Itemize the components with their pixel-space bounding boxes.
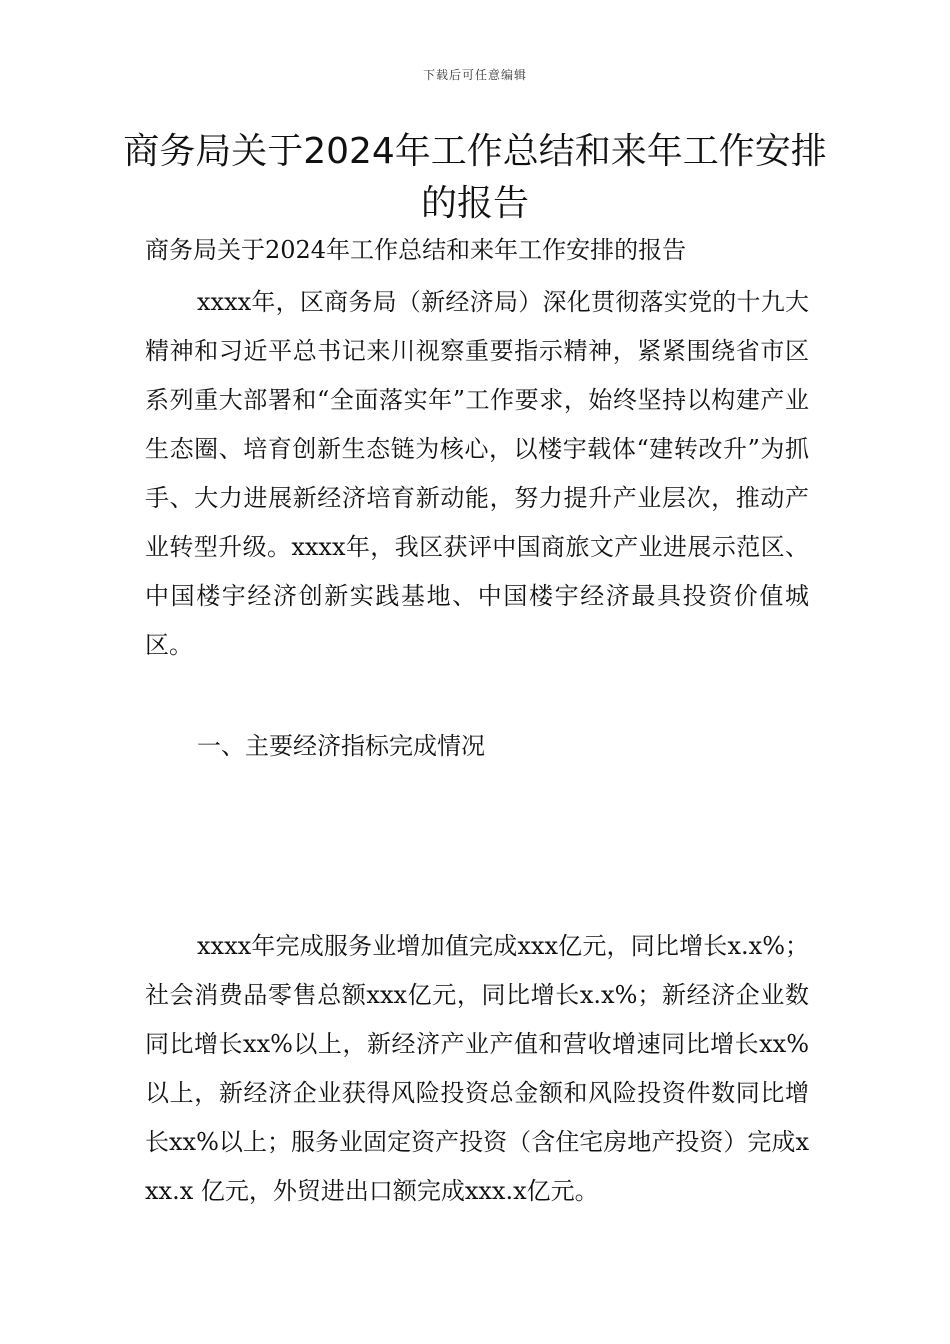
- intro-paragraph: xxxx年，区商务局（新经济局）深化贯彻落实党的十九大精神和习近平总书记来川视察重要指示精神，紧紧围绕省市区系列重大部署和“全面落实年”工作要求，始终坚持以构建产业生态圈、培育创新生态链为核心，以楼宇载体“建转改升”为抓手、大力进展新经济培育新动能，努力提升产业层次，推动产业转型升级。xxxx年，我区获评中国商旅文产业进展示范区、中国楼宇经济创新实践基地、中国楼宇经济最具投资价值城区。: [145, 288, 809, 659]
- document-title: 商务局关于2024年工作总结和来年工作安排的报告: [123, 131, 827, 224]
- section-heading: 一、主要经济指标完成情况: [197, 732, 485, 760]
- download-note: 下载后可任意编辑: [422, 68, 527, 82]
- indicators-paragraph: xxxx年完成服务业增加值完成xxx亿元，同比增长x.x%；社会消费品零售总额xxx亿元，同比增长x.x%；新经济企业数同比增长xx%以上，新经济产业产值和营收增速同比增长xx%以上，新经济企业获得风险投资总金额和风险投资件数同比增长xx%以上；服务业固定资产投资（含住宅房地产投资）完成xxx.x 亿元，外贸进出口额完成xxx.x亿元。: [145, 932, 809, 1205]
- document-subtitle: 商务局关于2024年工作总结和来年工作安排的报告: [145, 236, 687, 264]
